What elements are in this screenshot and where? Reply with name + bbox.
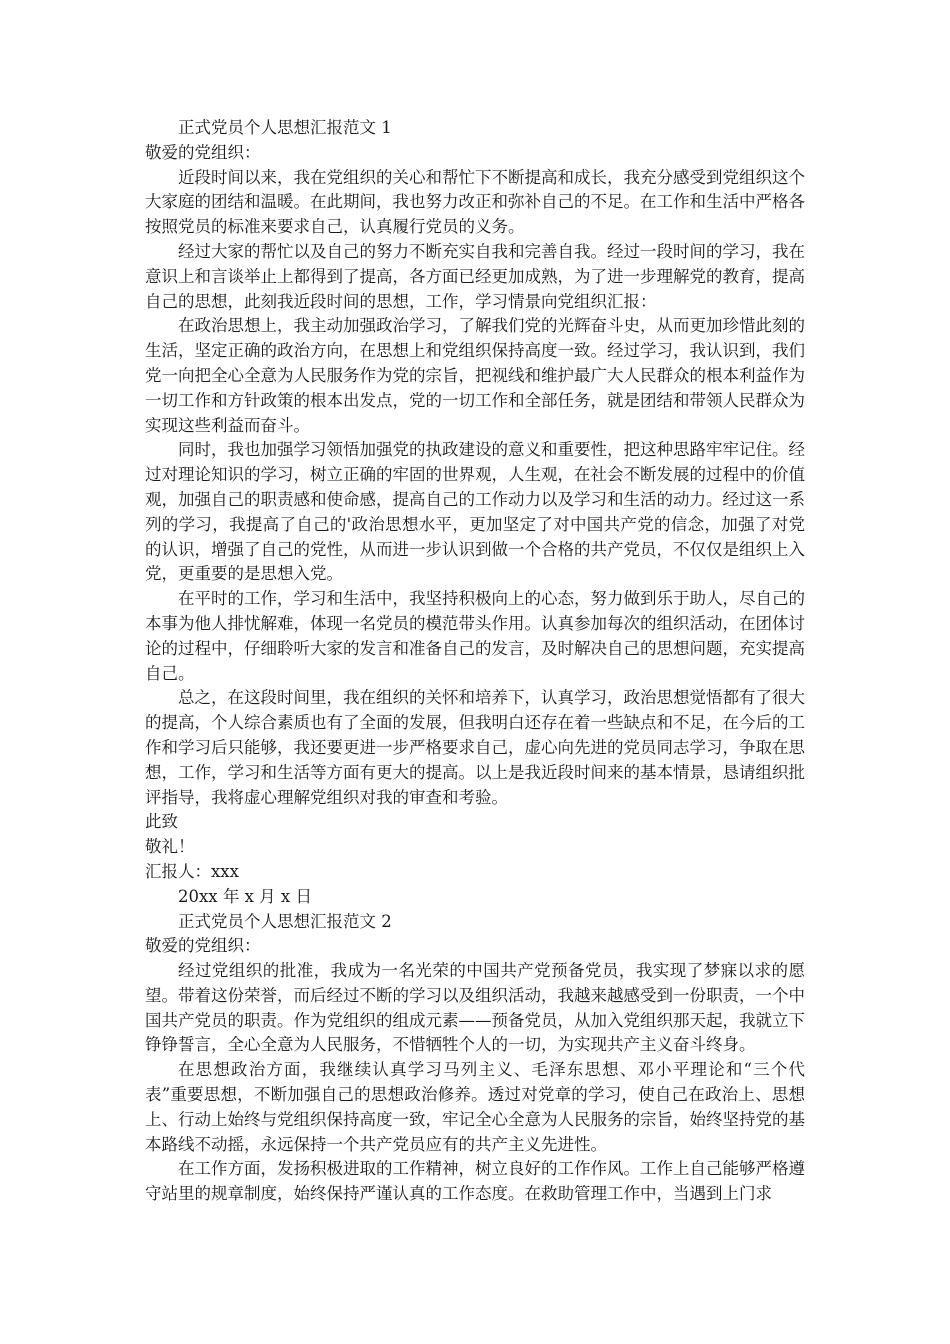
doc2-title: 正式党员个人思想汇报范文 2 [178, 911, 392, 931]
doc1-title: 正式党员个人思想汇报范文 1 [178, 118, 392, 137]
doc2-paragraph-1: 经过党组织的批准，我成为一名光荣的中国共产党预备党员，我实现了梦寐以求的愿望。带着这份荣誉，而后经过不断的学习以及组织活动，我越来越感受到一份职责，一个中国共产党员的职责。作为党组织的组成元素——预备党员，从加入党组织那天起，我就立下铮铮誓言，全心全意为人民服务，不惜牺牲个人的一切，为实现共产主义奋斗终身。 [145, 961, 805, 1055]
doc2-salutation: 敬爱的党组织： [145, 936, 261, 956]
doc1-paragraph-1: 近段时间以来，我在党组织的关心和帮忙下不断提高和成长，我充分感受到党组织这个大家庭的团结和温暖。在此期间，我也努力改正和弥补自己的不足。在工作和生活中严格各按照党员的标准来要求自己，认真履行党员的义务。 [145, 167, 805, 237]
doc1-paragraph-4: 同时，我也加强学习领悟加强党的执政建设的意义和重要性，把这种思路牢牢记住。经过对理论知识的学习，树立正确的牢固的世界观，人生观，在社会不断发展的过程中的价值观，加强自己的职责感和使命感，提高自己的工作动力以及学习和生活的动力。经过这一系列的学习，我提高了自己的'政治思想水平，更加坚定了对中国共产党的信念，加强了对党的认识，增强了自己的党性，从而进一步认识到做一个合格的共产党员，不仅仅是组织上入党，更重要的是思想入党。 [145, 440, 805, 584]
doc1-closing-1: 此致 [145, 812, 178, 832]
doc1-paragraph-2: 经过大家的帮忙以及自己的努力不断充实自我和完善自我。经过一段时间的学习，我在意识上和言谈举止上都得到了提高，各方面已经更加成熟，为了进一步理解党的教育，提高自己的思想，此刻我近段时间的思想，工作，学习情景向党组织汇报： [145, 241, 805, 311]
doc1-paragraph-5: 在平时的工作，学习和生活中，我坚持积极向上的心态，努力做到乐于助人，尽自己的本事为他人排忧解难，体现一名党员的模范带头作用。认真参加每次的组织活动，在团体讨论的过程中，仔细聆听大家的发言和准备自己的发言，及时解决自己的思想问题，充实提高自己。 [145, 589, 805, 683]
doc2-paragraph-3: 在工作方面，发扬积极进取的工作精神，树立良好的工作作风。工作上自己能够严格遵守站里的规章制度，始终保持严谨认真的工作态度。在救助管理工作中，当遇到上门求 [145, 1159, 805, 1204]
doc1-reporter: 汇报人：xxx [145, 861, 239, 881]
doc1-paragraph-3: 在政治思想上，我主动加强政治学习，了解我们党的光辉奋斗史，从而更加珍惜此刻的生活，坚定正确的政治方向，在思想上和党组织保持高度一致。经过学习，我认识到，我们党一向把全心全意为人民服务作为党的宗旨，把视线和维护最广大人民群众的根本利益作为一切工作和方针政策的根本出发点，党的一切工作和全部任务，就是团结和带领人民群众为实现这些利益而奋斗。 [145, 316, 805, 435]
doc1-date: 20xx 年 x 月 x 日 [178, 886, 312, 906]
document-page [145, 116, 805, 1207]
doc1-paragraph-6: 总之，在这段时间里，我在组织的关怀和培养下，认真学习，政治思想觉悟都有了很大的提高，个人综合素质也有了全面的发展，但我明白还存在着一些缺点和不足，在今后的工作和学习后只能够，我还要更进一步严格要求自己，虚心向先进的党员同志学习，争取在思想，工作，学习和生活等方面有更大的提高。以上是我近段时间来的基本情景，恳请组织批评指导，我将虚心理解党组织对我的审查和考验。 [145, 688, 805, 807]
doc1-closing-2: 敬礼！ [145, 837, 195, 857]
doc2-paragraph-2: 在思想政治方面，我继续认真学习马列主义、毛泽东思想、邓小平理论和“三个代表”重要思想，不断加强自己的思想政治修养。透过对党章的学习，使自己在政治上、思想上、行动上始终与党组织保持高度一致，牢记全心全意为人民服务的宗旨，始终坚持党的基本路线不动摇，永远保持一个共产党员应有的共产主义先进性。 [145, 1060, 805, 1154]
doc1-salutation: 敬爱的党组织： [145, 142, 261, 162]
